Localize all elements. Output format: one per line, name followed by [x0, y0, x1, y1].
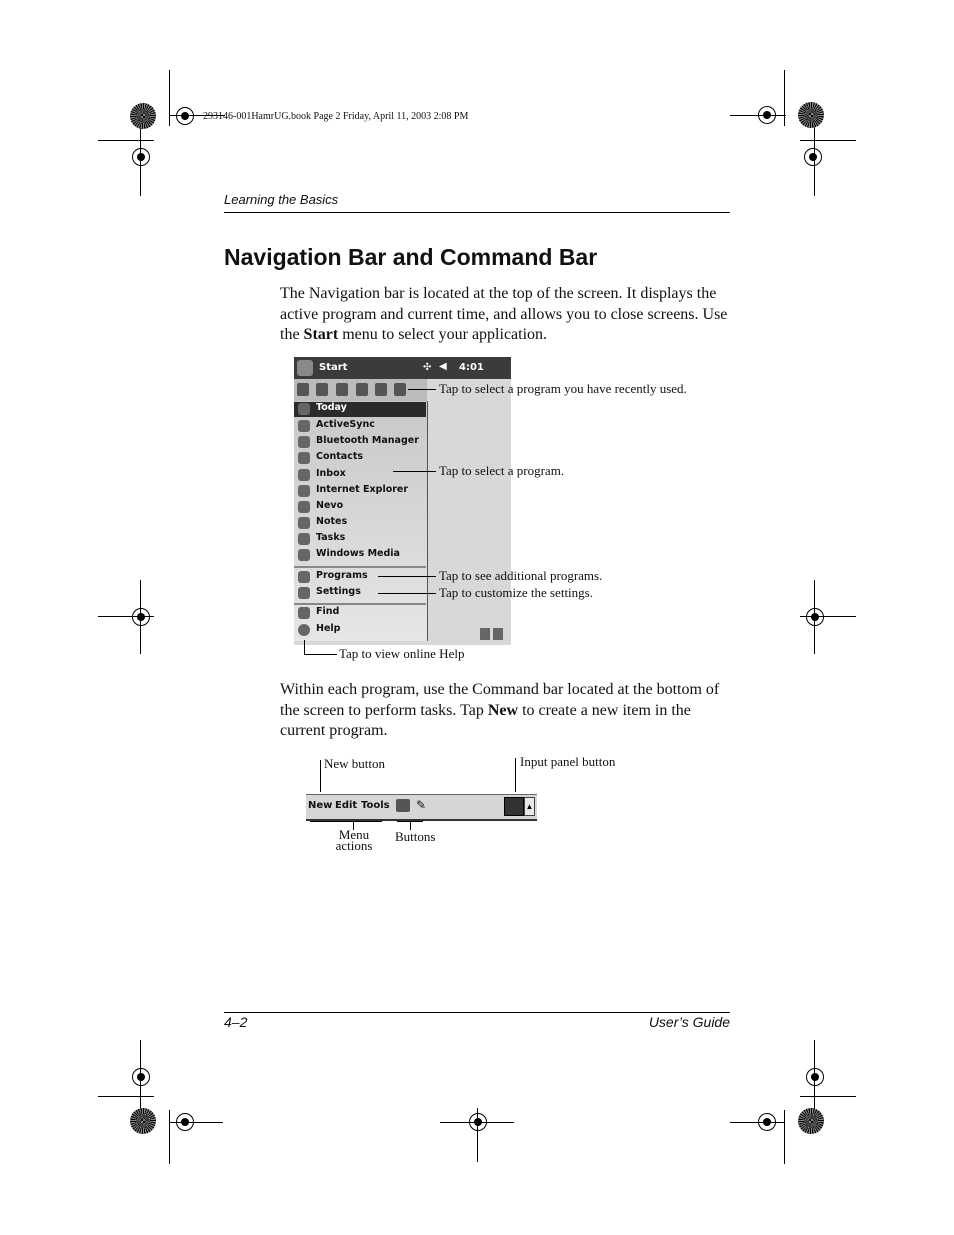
registration-target-icon — [132, 1068, 150, 1086]
registration-starburst-icon — [798, 1108, 824, 1134]
callout-bracket — [310, 821, 382, 822]
internet-explorer-icon — [298, 485, 310, 497]
tray-icon — [493, 628, 503, 640]
header-rule — [224, 212, 730, 213]
registration-starburst-icon — [130, 103, 156, 129]
menu-item-nevo: Nevo — [298, 500, 426, 515]
tasks-icon — [298, 533, 310, 545]
speaker-icon: ◀ — [439, 361, 447, 372]
para-text: menu to select your application. — [338, 326, 548, 343]
tray-icon — [480, 628, 490, 640]
para-bold: New — [487, 701, 519, 719]
menu-item-inbox: Inbox — [298, 468, 426, 483]
callout-leader — [304, 654, 337, 655]
programs-icon — [298, 571, 310, 583]
command-edit: Edit — [335, 800, 358, 811]
menu-item-contacts: Contacts — [298, 451, 426, 466]
menu-item-find: Find — [298, 606, 426, 621]
pen-icon: ✎ — [416, 798, 427, 812]
menu-item-today: Today — [294, 402, 426, 417]
callout-select-program: Tap to select a program. — [439, 463, 565, 478]
registration-target-icon — [806, 608, 824, 626]
menu-item-help: Help — [298, 623, 426, 638]
section-title: Navigation Bar and Command Bar — [224, 244, 598, 270]
crop-mark — [169, 70, 170, 126]
callout-additional-programs: Tap to see additional programs. — [439, 568, 603, 583]
footer-rule — [224, 1012, 730, 1013]
callout-customize-settings: Tap to customize the settings. — [439, 585, 593, 600]
print-metadata: 293146-001HamrUG.book Page 2 Friday, April 11, 2003 2:08 PM — [203, 111, 469, 122]
registration-target-icon — [758, 1113, 776, 1131]
callout-input-panel-button: Input panel button — [520, 754, 616, 769]
callout-buttons: Buttons — [395, 829, 436, 844]
keyboard-icon — [504, 797, 524, 816]
start-title: Start — [319, 362, 348, 373]
bluetooth-icon — [298, 436, 310, 448]
connectivity-icon: ✣ — [423, 362, 432, 373]
callout-leader — [393, 471, 436, 472]
registration-starburst-icon — [798, 102, 824, 128]
system-tray — [477, 627, 507, 641]
command-new: New — [308, 800, 333, 811]
para-bold: Start — [303, 326, 339, 343]
running-head: Learning the Basics — [224, 192, 339, 207]
callout-leader — [304, 640, 305, 654]
menu-item-internet-explorer: Internet Explorer — [298, 484, 426, 499]
nevo-icon — [298, 501, 310, 513]
callout-leader — [515, 758, 516, 792]
help-icon — [298, 624, 310, 636]
registration-target-icon — [132, 608, 150, 626]
windows-media-icon — [298, 549, 310, 561]
paragraph-command-bar — [280, 680, 735, 742]
page-number: 4–2 — [224, 1014, 248, 1030]
callout-menu-actions-line2: actions — [335, 838, 373, 853]
menu-item-windows-media: Windows Media — [298, 548, 426, 563]
crop-mark — [98, 1096, 154, 1097]
registration-starburst-icon — [130, 1108, 156, 1134]
registration-target-icon — [804, 148, 822, 166]
menu-item-notes: Notes — [298, 516, 426, 531]
registration-target-icon — [132, 148, 150, 166]
recent-program-icon — [375, 383, 387, 396]
contacts-icon — [298, 452, 310, 464]
notes-icon — [298, 517, 310, 529]
recent-program-icon — [297, 383, 309, 396]
callout-new-button: New button — [324, 756, 386, 771]
start-menu-list — [294, 401, 428, 641]
crop-mark — [784, 1110, 785, 1164]
inbox-icon — [298, 469, 310, 481]
menu-item-activesync: ActiveSync — [298, 419, 426, 434]
registration-target-icon — [176, 1113, 194, 1131]
crop-mark — [169, 1110, 170, 1164]
crop-mark — [800, 1096, 856, 1097]
para-text: Within each program, use the Command bar located at the bottom of the screen to perform tasks. Tap — [280, 681, 720, 719]
crop-mark — [800, 140, 856, 141]
para-text: The Navigation bar is located at the top of the screen. It displays the active program and current time, and allows you to close screens. Use the — [280, 285, 728, 343]
recent-program-icon — [394, 383, 406, 396]
callout-menu-actions — [330, 829, 378, 851]
callout-leader — [378, 576, 436, 577]
menu-item-bluetooth: Bluetooth Manager — [298, 435, 426, 450]
command-bar-screenshot — [306, 794, 537, 821]
recent-program-icon — [316, 383, 328, 396]
windows-flag-icon — [297, 360, 313, 376]
registration-target-icon — [469, 1113, 487, 1131]
menu-item-programs: Programs — [298, 570, 426, 585]
find-icon — [298, 607, 310, 619]
start-menu-screenshot — [294, 357, 511, 645]
clock-time: 4:01 — [459, 362, 484, 373]
command-tools: Tools — [361, 800, 390, 811]
menu-item-tasks: Tasks — [298, 532, 426, 547]
callout-leader — [320, 760, 321, 792]
crop-mark — [98, 140, 154, 141]
para-text: to create a new item in the current program. — [280, 701, 691, 739]
input-arrow-icon: ▲ — [524, 797, 535, 816]
activesync-icon — [298, 420, 310, 432]
callout-recent-programs: Tap to select a program you have recently used. — [439, 381, 687, 396]
toolbar-button-icon — [396, 799, 410, 812]
menu-separator — [294, 603, 426, 605]
registration-target-icon — [758, 106, 776, 124]
paragraph-navigation-bar — [280, 284, 735, 346]
registration-target-icon — [806, 1068, 824, 1086]
registration-target-icon — [176, 107, 194, 125]
callout-leader — [408, 389, 436, 390]
recent-programs-bar — [294, 379, 427, 401]
callout-menu-actions-line1: Menu — [338, 827, 370, 842]
footer-title: User’s Guide — [648, 1014, 730, 1030]
callout-online-help: Tap to view online Help — [339, 646, 465, 661]
recent-program-icon — [336, 383, 348, 396]
settings-icon — [298, 587, 310, 599]
navigation-bar — [294, 357, 511, 379]
today-icon — [298, 403, 310, 415]
callout-leader — [378, 593, 436, 594]
recent-program-icon — [356, 383, 368, 396]
crop-mark — [784, 70, 785, 126]
menu-separator — [294, 566, 426, 568]
menu-item-settings: Settings — [298, 586, 426, 601]
